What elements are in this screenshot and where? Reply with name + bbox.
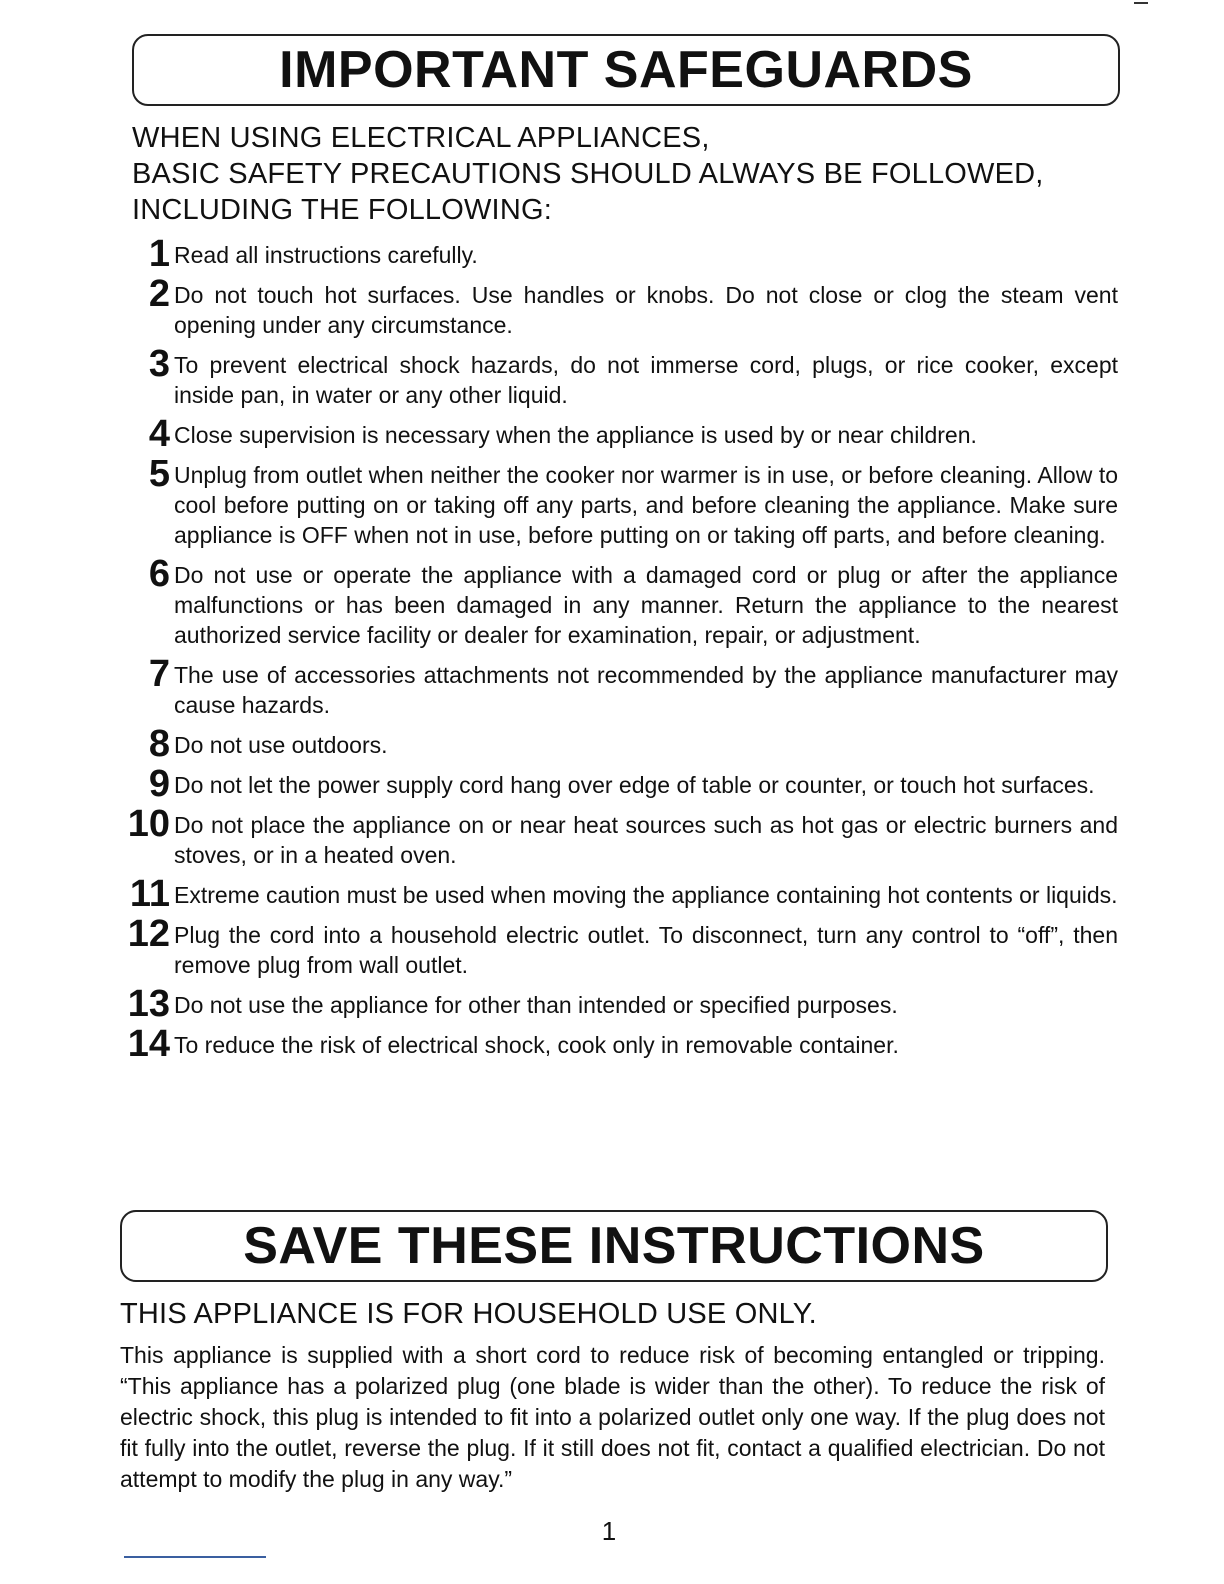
item-number: 14 bbox=[127, 1023, 170, 1065]
safeguards-title-box bbox=[132, 34, 1120, 106]
item-number: 5 bbox=[148, 453, 170, 495]
item-number: 12 bbox=[127, 913, 170, 955]
item-text: Plug the cord into a household electric outlet. To disconnect, turn any control to “off”, then remove plug from wall outlet. bbox=[174, 922, 1118, 978]
item-text: Do not use or operate the appliance with a damaged cord or plug or after the appliance malfunctions or has been damaged in any manner. Return the appliance to the nearest authorized service facility or dealer for examination, repair, or adjustment. bbox=[174, 562, 1118, 648]
intro-line: INCLUDING THE FOLLOWING: bbox=[132, 194, 552, 226]
safeguard-item bbox=[118, 873, 1118, 915]
item-text: Do not touch hot surfaces. Use handles or knobs. Do not close or clog the steam vent opening under any circumstance. bbox=[174, 282, 1118, 338]
safeguard-item bbox=[118, 233, 1118, 275]
page-title: IMPORTANT SAFEGUARDS bbox=[279, 41, 973, 99]
intro-line: BASIC SAFETY PRECAUTIONS SHOULD ALWAYS BE FOLLOWED, bbox=[132, 158, 1044, 190]
item-number: 7 bbox=[148, 653, 170, 695]
item-text: Unplug from outlet when neither the cooker nor warmer is in use, or before cleaning. Allow to cool before putting on or taking off any parts, and before cleaning the appliance. Make sure appliance is OFF when not in use, before putting on or taking off parts, and before cleaning. bbox=[174, 462, 1118, 548]
item-text: To reduce the risk of electrical shock, cook only in removable container. bbox=[174, 1032, 899, 1058]
safeguard-item bbox=[118, 983, 1118, 1025]
item-number: 8 bbox=[148, 723, 170, 765]
corner-mark bbox=[1134, 2, 1148, 4]
item-text: Do not use the appliance for other than intended or specified purposes. bbox=[174, 992, 898, 1018]
safeguards-list bbox=[118, 233, 1118, 1070]
item-number: 13 bbox=[127, 983, 170, 1025]
item-number: 10 bbox=[127, 803, 170, 845]
item-text: Do not place the appliance on or near heat sources such as hot gas or electric burners and stoves, or in a heated oven. bbox=[174, 812, 1118, 868]
safeguard-item bbox=[118, 343, 1118, 410]
item-text: Close supervision is necessary when the appliance is used by or near children. bbox=[174, 422, 977, 448]
safeguard-item bbox=[118, 803, 1118, 870]
item-text: Extreme caution must be used when moving the appliance containing hot contents or liquids. bbox=[174, 882, 1118, 908]
safeguard-item bbox=[118, 553, 1118, 650]
item-number: 4 bbox=[148, 413, 170, 455]
item-text: Read all instructions carefully. bbox=[174, 242, 478, 268]
item-number: 3 bbox=[148, 343, 170, 385]
item-number: 6 bbox=[148, 553, 170, 595]
item-text: The use of accessories attachments not recommended by the appliance manufacturer may cause hazards. bbox=[174, 662, 1118, 718]
intro-block bbox=[132, 120, 1122, 228]
item-number: 1 bbox=[148, 233, 170, 275]
safeguard-item bbox=[118, 413, 1118, 455]
page-number: 1 bbox=[601, 1516, 617, 1546]
polarized-plug-paragraph: This appliance is supplied with a short cord to reduce risk of becoming entangled or tripping. “This appliance has a polarized plug (one blade is wider than the other). To reduce the risk of electric shock, this plug is intended to fit into a polarized outlet only one way. If the plug does not fit fully into the outlet, reverse the plug. If it still does not fit, contact a qualified electrician. Do not attempt to modify the plug in any way.” bbox=[120, 1342, 1105, 1492]
safeguard-item bbox=[118, 763, 1118, 805]
bottom-rule bbox=[124, 1556, 266, 1558]
intro-line: WHEN USING ELECTRICAL APPLIANCES, bbox=[132, 122, 710, 154]
safeguard-item bbox=[118, 913, 1118, 980]
safeguard-item bbox=[118, 653, 1118, 720]
item-number: 11 bbox=[129, 873, 170, 915]
save-instructions-box bbox=[120, 1210, 1108, 1282]
save-instructions-title: SAVE THESE INSTRUCTIONS bbox=[243, 1217, 985, 1275]
safeguard-item bbox=[118, 1023, 1118, 1065]
safeguard-item bbox=[118, 273, 1118, 340]
item-text: Do not let the power supply cord hang over edge of table or counter, or touch hot surfaces. bbox=[174, 772, 1095, 798]
safeguard-item bbox=[118, 723, 1118, 765]
item-number: 2 bbox=[148, 273, 170, 315]
item-text: Do not use outdoors. bbox=[174, 732, 388, 758]
safeguard-item bbox=[118, 453, 1118, 550]
item-text: To prevent electrical shock hazards, do not immerse cord, plugs, or rice cooker, except inside pan, in water or any other liquid. bbox=[174, 352, 1118, 408]
item-number: 9 bbox=[148, 763, 170, 805]
household-heading: THIS APPLIANCE IS FOR HOUSEHOLD USE ONLY. bbox=[120, 1298, 817, 1330]
